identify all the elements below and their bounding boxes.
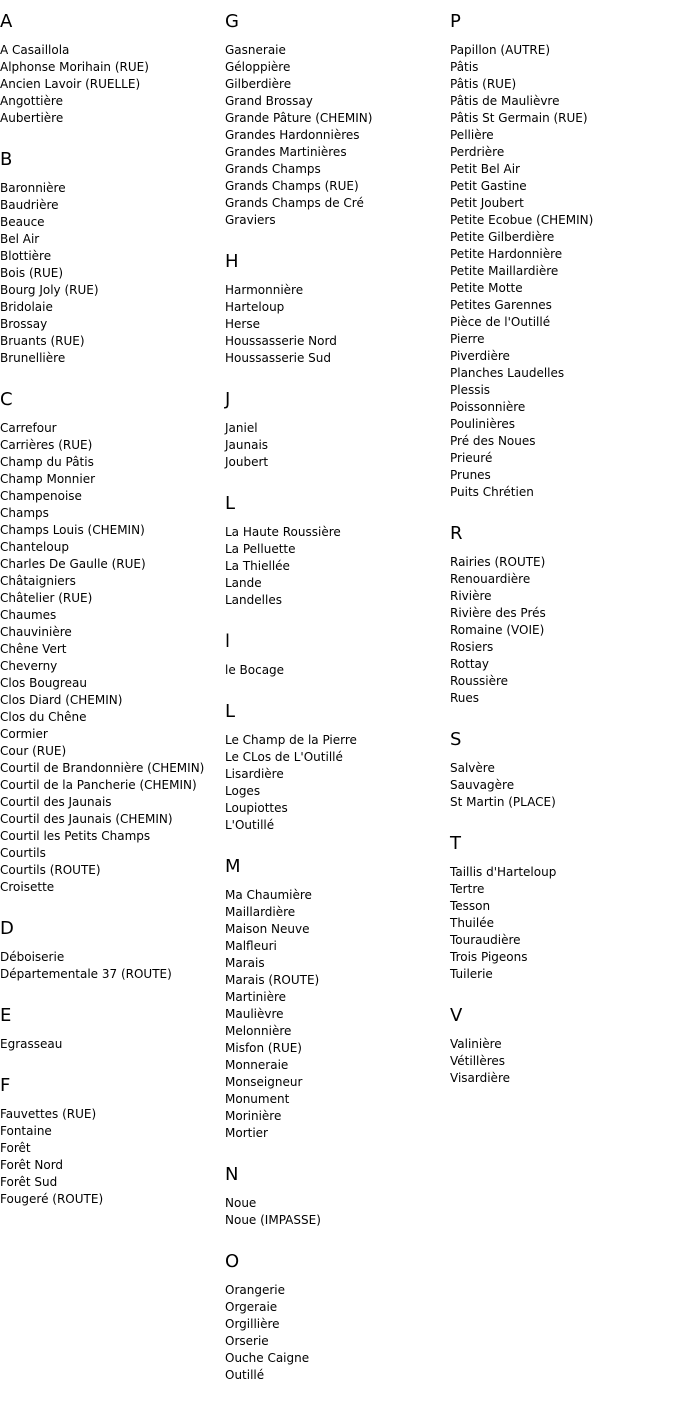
street-item-champs-louis-chemin[interactable]: Champs Louis (CHEMIN) <box>0 523 145 537</box>
street-item-misfon-rue[interactable]: Misfon (RUE) <box>225 1041 302 1055</box>
street-item-grand-brossay[interactable]: Grand Brossay <box>225 94 313 108</box>
section-letter-heading: F <box>0 1075 11 1096</box>
street-item-geloppiere[interactable]: Géloppière <box>225 60 291 74</box>
street-item-loupiottes[interactable]: Loupiottes <box>225 801 288 815</box>
street-item-piverdiere[interactable]: Piverdière <box>450 349 510 363</box>
street-item-marais-route[interactable]: Marais (ROUTE) <box>225 973 320 987</box>
street-item-courtils[interactable]: Courtils <box>0 846 46 860</box>
street-item-tesson[interactable]: Tesson <box>450 899 491 913</box>
street-item-petite-ecobue-chemin[interactable]: Petite Ecobue (CHEMIN) <box>450 213 594 227</box>
street-item-roussiere[interactable]: Roussière <box>450 674 509 688</box>
street-item-courtils-route[interactable]: Courtils (ROUTE) <box>0 863 101 877</box>
street-list <box>225 42 372 229</box>
street-item-ma-chaumiere[interactable]: Ma Chaumière <box>225 888 312 902</box>
street-item-le-clos-de-l-outille[interactable]: Le CLos de L'Outillé <box>225 750 343 764</box>
street-item-gasneraie[interactable]: Gasneraie <box>225 43 286 57</box>
street-item-herse[interactable]: Herse <box>225 317 260 331</box>
letter-section <box>0 1075 204 1208</box>
street-item-charles-de-gaulle-rue[interactable]: Charles De Gaulle (RUE) <box>0 557 146 571</box>
street-item-grands-champs-de-cre[interactable]: Grands Champs de Cré <box>225 196 364 210</box>
street-item-plessis[interactable]: Plessis <box>450 383 491 397</box>
street-item-monument[interactable]: Monument <box>225 1092 290 1106</box>
street-item-petites-garennes[interactable]: Petites Garennes <box>450 298 552 312</box>
street-item-blottiere[interactable]: Blottière <box>0 249 52 263</box>
street-item-rairies-route[interactable]: Rairies (ROUTE) <box>450 555 546 569</box>
street-item-bourg-joly-rue[interactable]: Bourg Joly (RUE) <box>0 283 99 297</box>
street-item-baronniere[interactable]: Baronnière <box>0 181 66 195</box>
street-list <box>450 1036 593 1087</box>
street-item-cheverny[interactable]: Cheverny <box>0 659 58 673</box>
letter-section <box>0 918 204 983</box>
street-item-papillon-autre[interactable]: Papillon (AUTRE) <box>450 43 551 57</box>
street-item-chauviniere[interactable]: Chauvinière <box>0 625 72 639</box>
street-item-bel-air[interactable]: Bel Air <box>0 232 40 246</box>
street-list <box>0 949 204 983</box>
section-letter-heading: H <box>225 251 239 272</box>
letter-section <box>450 11 593 501</box>
street-list <box>225 1282 372 1384</box>
street-item-cour-rue[interactable]: Cour (RUE) <box>0 744 67 758</box>
street-item-romaine-voie[interactable]: Romaine (VOIE) <box>450 623 545 637</box>
street-item-petit-bel-air[interactable]: Petit Bel Air <box>450 162 520 176</box>
street-item-riviere-des-pres[interactable]: Rivière des Prés <box>450 606 546 620</box>
section-letter-heading: T <box>450 833 461 854</box>
street-item-champ-du-patis[interactable]: Champ du Pâtis <box>0 455 94 469</box>
street-item-alphonse-morihain-rue[interactable]: Alphonse Morihain (RUE) <box>0 60 149 74</box>
street-item-riviere[interactable]: Rivière <box>450 589 492 603</box>
street-list <box>0 42 204 127</box>
street-item-houssasserie-nord[interactable]: Houssasserie Nord <box>225 334 337 348</box>
street-item-gilberdiere[interactable]: Gilberdière <box>225 77 292 91</box>
section-letter-heading: M <box>225 856 241 877</box>
street-item-visardiere[interactable]: Visardière <box>450 1071 510 1085</box>
section-letter-heading: D <box>0 918 14 939</box>
street-list <box>0 420 204 896</box>
street-item-fontaine[interactable]: Fontaine <box>0 1124 52 1138</box>
street-item-brunelliere[interactable]: Brunellière <box>0 351 66 365</box>
street-item-ancien-lavoir-ruelle[interactable]: Ancien Lavoir (RUELLE) <box>0 77 141 91</box>
street-item-taillis-d-harteloup[interactable]: Taillis d'Harteloup <box>450 865 557 879</box>
street-item-fougere-route[interactable]: Fougeré (ROUTE) <box>0 1192 104 1206</box>
street-item-touraudiere[interactable]: Touraudière <box>450 933 521 947</box>
section-letter-heading: R <box>450 523 463 544</box>
street-item-marais[interactable]: Marais <box>225 956 265 970</box>
street-item-pre-des-noues[interactable]: Pré des Noues <box>450 434 536 448</box>
street-list <box>450 864 593 983</box>
street-item-sauvagere[interactable]: Sauvagère <box>450 778 515 792</box>
street-item-prieure[interactable]: Prieuré <box>450 451 493 465</box>
street-item-orserie[interactable]: Orserie <box>225 1334 269 1348</box>
letter-section <box>0 149 204 367</box>
street-item-grands-champs[interactable]: Grands Champs <box>225 162 321 176</box>
street-item-landelles[interactable]: Landelles <box>225 593 282 607</box>
street-item-joubert[interactable]: Joubert <box>225 455 269 469</box>
street-list <box>0 1106 204 1208</box>
street-list <box>225 420 372 471</box>
street-item-carrefour[interactable]: Carrefour <box>0 421 57 435</box>
street-item-egrasseau[interactable]: Egrasseau <box>0 1037 63 1051</box>
street-item-chaumes[interactable]: Chaumes <box>0 608 57 622</box>
street-item-renouardiere[interactable]: Renouardière <box>450 572 531 586</box>
street-item-la-pelluette[interactable]: La Pelluette <box>225 542 296 556</box>
street-item-champs[interactable]: Champs <box>0 506 49 520</box>
street-item-clos-du-chene[interactable]: Clos du Chêne <box>0 710 87 724</box>
street-item-grands-champs-rue[interactable]: Grands Champs (RUE) <box>225 179 359 193</box>
letter-section <box>225 11 372 229</box>
street-item-tertre[interactable]: Tertre <box>450 882 485 896</box>
index-column-2 <box>225 0 372 1384</box>
street-item-champ-monnier[interactable]: Champ Monnier <box>0 472 96 486</box>
street-item-trois-pigeons[interactable]: Trois Pigeons <box>450 950 528 964</box>
street-item-mortier[interactable]: Mortier <box>225 1126 268 1140</box>
street-item-aubertiere[interactable]: Aubertière <box>0 111 64 125</box>
street-item-la-thiellee[interactable]: La Thiellée <box>225 559 290 573</box>
street-item-valiniere[interactable]: Valinière <box>450 1037 502 1051</box>
street-item-pelliere[interactable]: Pellière <box>450 128 494 142</box>
street-item-courtil-les-petits-champs[interactable]: Courtil les Petits Champs <box>0 829 151 843</box>
street-list <box>225 887 372 1142</box>
letter-section <box>450 1005 593 1087</box>
street-item-vetilleres[interactable]: Vétillères <box>450 1054 506 1068</box>
street-item-petite-motte[interactable]: Petite Motte <box>450 281 523 295</box>
street-list <box>450 760 593 811</box>
street-item-tuilerie[interactable]: Tuilerie <box>450 967 493 981</box>
street-item-monneraie[interactable]: Monneraie <box>225 1058 289 1072</box>
street-item-a-casaillola[interactable]: A Casaillola <box>0 43 70 57</box>
street-item-rosiers[interactable]: Rosiers <box>450 640 494 654</box>
street-item-chanteloup[interactable]: Chanteloup <box>0 540 69 554</box>
street-item-thuilee[interactable]: Thuilée <box>450 916 494 930</box>
street-item-grande-pature-chemin[interactable]: Grande Pâture (CHEMIN) <box>225 111 373 125</box>
letter-section <box>225 1164 372 1229</box>
street-item-piece-de-l-outille[interactable]: Pièce de l'Outillé <box>450 315 551 329</box>
street-item-noue[interactable]: Noue <box>225 1196 257 1210</box>
street-item-ouche-caigne[interactable]: Ouche Caigne <box>225 1351 310 1365</box>
letter-section <box>225 701 372 834</box>
street-item-patis-de-maulievre[interactable]: Pâtis de Maulièvre <box>450 94 560 108</box>
street-list <box>225 662 372 679</box>
street-item-melonniere[interactable]: Melonnière <box>225 1024 292 1038</box>
street-item-patis-st-germain-rue[interactable]: Pâtis St Germain (RUE) <box>450 111 588 125</box>
street-item-carrieres-rue[interactable]: Carrières (RUE) <box>0 438 93 452</box>
street-item-foret[interactable]: Forêt <box>0 1141 31 1155</box>
street-list <box>450 42 593 501</box>
street-item-maison-neuve[interactable]: Maison Neuve <box>225 922 310 936</box>
street-item-orangerie[interactable]: Orangerie <box>225 1283 285 1297</box>
street-item-petite-maillardiere[interactable]: Petite Maillardière <box>450 264 559 278</box>
street-item-rottay[interactable]: Rottay <box>450 657 490 671</box>
street-item-pierre[interactable]: Pierre <box>450 332 485 346</box>
street-item-janiel[interactable]: Janiel <box>225 421 258 435</box>
letter-section <box>450 833 593 983</box>
street-list <box>0 180 204 367</box>
street-item-baudriere[interactable]: Baudrière <box>0 198 59 212</box>
letter-section <box>0 11 204 127</box>
street-item-courtil-des-jaunais-chemin[interactable]: Courtil des Jaunais (CHEMIN) <box>0 812 173 826</box>
street-item-la-haute-roussiere[interactable]: La Haute Roussière <box>225 525 341 539</box>
street-item-beauce[interactable]: Beauce <box>0 215 45 229</box>
street-item-foret-sud[interactable]: Forêt Sud <box>0 1175 58 1189</box>
street-item-maillardiere[interactable]: Maillardière <box>225 905 296 919</box>
street-item-lande[interactable]: Lande <box>225 576 262 590</box>
street-item-le-champ-de-la-pierre[interactable]: Le Champ de la Pierre <box>225 733 357 747</box>
street-list <box>0 1036 204 1053</box>
street-item-bruants-rue[interactable]: Bruants (RUE) <box>0 334 85 348</box>
street-item-brossay[interactable]: Brossay <box>0 317 48 331</box>
letter-section <box>225 251 372 367</box>
street-item-orgilliere[interactable]: Orgillière <box>225 1317 280 1331</box>
letter-section <box>450 523 593 707</box>
street-item-prunes[interactable]: Prunes <box>450 468 491 482</box>
street-item-bridolaie[interactable]: Bridolaie <box>0 300 53 314</box>
street-item-patis-rue[interactable]: Pâtis (RUE) <box>450 77 517 91</box>
street-item-croisette[interactable]: Croisette <box>0 880 55 894</box>
section-letter-heading: L <box>225 493 236 514</box>
street-item-petit-gastine[interactable]: Petit Gastine <box>450 179 527 193</box>
letter-section <box>450 729 593 811</box>
street-item-patis[interactable]: Pâtis <box>450 60 479 74</box>
street-item-courtil-de-brandonniere-chemin[interactable]: Courtil de Brandonnière (CHEMIN) <box>0 761 205 775</box>
street-item-outille[interactable]: Outillé <box>225 1368 265 1382</box>
street-item-maulievre[interactable]: Maulièvre <box>225 1007 284 1021</box>
street-item-petit-joubert[interactable]: Petit Joubert <box>450 196 524 210</box>
street-item-petite-gilberdiere[interactable]: Petite Gilberdière <box>450 230 555 244</box>
street-item-malfleuri[interactable]: Malfleuri <box>225 939 277 953</box>
section-letter-heading: C <box>0 389 13 410</box>
street-item-fauvettes-rue[interactable]: Fauvettes (RUE) <box>0 1107 97 1121</box>
street-item-harteloup[interactable]: Harteloup <box>225 300 285 314</box>
letter-section <box>225 389 372 471</box>
street-item-st-martin-place[interactable]: St Martin (PLACE) <box>450 795 556 809</box>
letter-section <box>225 1251 372 1384</box>
street-item-puits-chretien[interactable]: Puits Chrétien <box>450 485 534 499</box>
street-list <box>225 732 372 834</box>
street-item-rues[interactable]: Rues <box>450 691 480 705</box>
street-item-poissonniere[interactable]: Poissonnière <box>450 400 526 414</box>
street-item-grandes-hardonnieres[interactable]: Grandes Hardonnières <box>225 128 360 142</box>
street-item-clos-bougreau[interactable]: Clos Bougreau <box>0 676 87 690</box>
street-item-noue-impasse[interactable]: Noue (IMPASSE) <box>225 1213 321 1227</box>
street-item-l-outille[interactable]: L'Outillé <box>225 818 275 832</box>
street-item-chatelier-rue[interactable]: Châtelier (RUE) <box>0 591 93 605</box>
street-item-lisardiere[interactable]: Lisardière <box>225 767 284 781</box>
street-item-loges[interactable]: Loges <box>225 784 261 798</box>
section-letter-heading: N <box>225 1164 239 1185</box>
street-item-orgeraie[interactable]: Orgeraie <box>225 1300 278 1314</box>
street-item-champenoise[interactable]: Champenoise <box>0 489 82 503</box>
street-item-courtil-de-la-pancherie-chemin[interactable]: Courtil de la Pancherie (CHEMIN) <box>0 778 197 792</box>
street-item-planches-laudelles[interactable]: Planches Laudelles <box>450 366 565 380</box>
section-letter-heading: S <box>450 729 462 750</box>
street-item-salvere[interactable]: Salvère <box>450 761 495 775</box>
street-item-foret-nord[interactable]: Forêt Nord <box>0 1158 64 1172</box>
street-item-angottiere[interactable]: Angottière <box>0 94 63 108</box>
index-column-1 <box>0 0 204 1208</box>
section-letter-heading: B <box>0 149 13 170</box>
street-item-courtil-des-jaunais[interactable]: Courtil des Jaunais <box>0 795 112 809</box>
section-letter-heading: P <box>450 11 461 32</box>
index-column-3 <box>450 0 593 1087</box>
street-item-grandes-martinieres[interactable]: Grandes Martinières <box>225 145 347 159</box>
street-item-deboiserie[interactable]: Déboiserie <box>0 950 65 964</box>
letter-section <box>0 1005 204 1053</box>
street-item-cormier[interactable]: Cormier <box>0 727 48 741</box>
section-letter-heading: V <box>450 1005 463 1026</box>
section-letter-heading: A <box>0 11 13 32</box>
section-letter-heading: G <box>225 11 239 32</box>
street-list <box>225 1195 372 1229</box>
letter-section <box>225 856 372 1142</box>
street-list <box>225 524 372 609</box>
letter-section <box>225 493 372 609</box>
section-letter-heading: L <box>225 701 236 722</box>
street-item-moriniere[interactable]: Morinière <box>225 1109 282 1123</box>
street-item-poulinieres[interactable]: Poulinières <box>450 417 516 431</box>
section-letter-heading: l <box>225 631 231 652</box>
street-list <box>225 282 372 367</box>
street-item-petite-hardonniere[interactable]: Petite Hardonnière <box>450 247 563 261</box>
street-item-le-bocage[interactable]: le Bocage <box>225 663 285 677</box>
street-item-departementale-37-route[interactable]: Départementale 37 (ROUTE) <box>0 967 172 981</box>
section-letter-heading: J <box>225 389 231 410</box>
street-item-bois-rue[interactable]: Bois (RUE) <box>0 266 64 280</box>
street-list <box>450 554 593 707</box>
street-item-chataigniers[interactable]: Châtaigniers <box>0 574 76 588</box>
street-item-perdriere[interactable]: Perdrière <box>450 145 505 159</box>
letter-section <box>0 389 204 896</box>
section-letter-heading: E <box>0 1005 12 1026</box>
section-letter-heading: O <box>225 1251 240 1272</box>
street-item-clos-diard-chemin[interactable]: Clos Diard (CHEMIN) <box>0 693 123 707</box>
street-item-chene-vert[interactable]: Chêne Vert <box>0 642 67 656</box>
street-item-monseigneur[interactable]: Monseigneur <box>225 1075 303 1089</box>
street-item-houssasserie-sud[interactable]: Houssasserie Sud <box>225 351 332 365</box>
street-item-jaunais[interactable]: Jaunais <box>225 438 269 452</box>
street-item-harmonniere[interactable]: Harmonnière <box>225 283 304 297</box>
street-item-graviers[interactable]: Graviers <box>225 213 276 227</box>
letter-section <box>225 631 372 679</box>
street-item-martiniere[interactable]: Martinière <box>225 990 287 1004</box>
